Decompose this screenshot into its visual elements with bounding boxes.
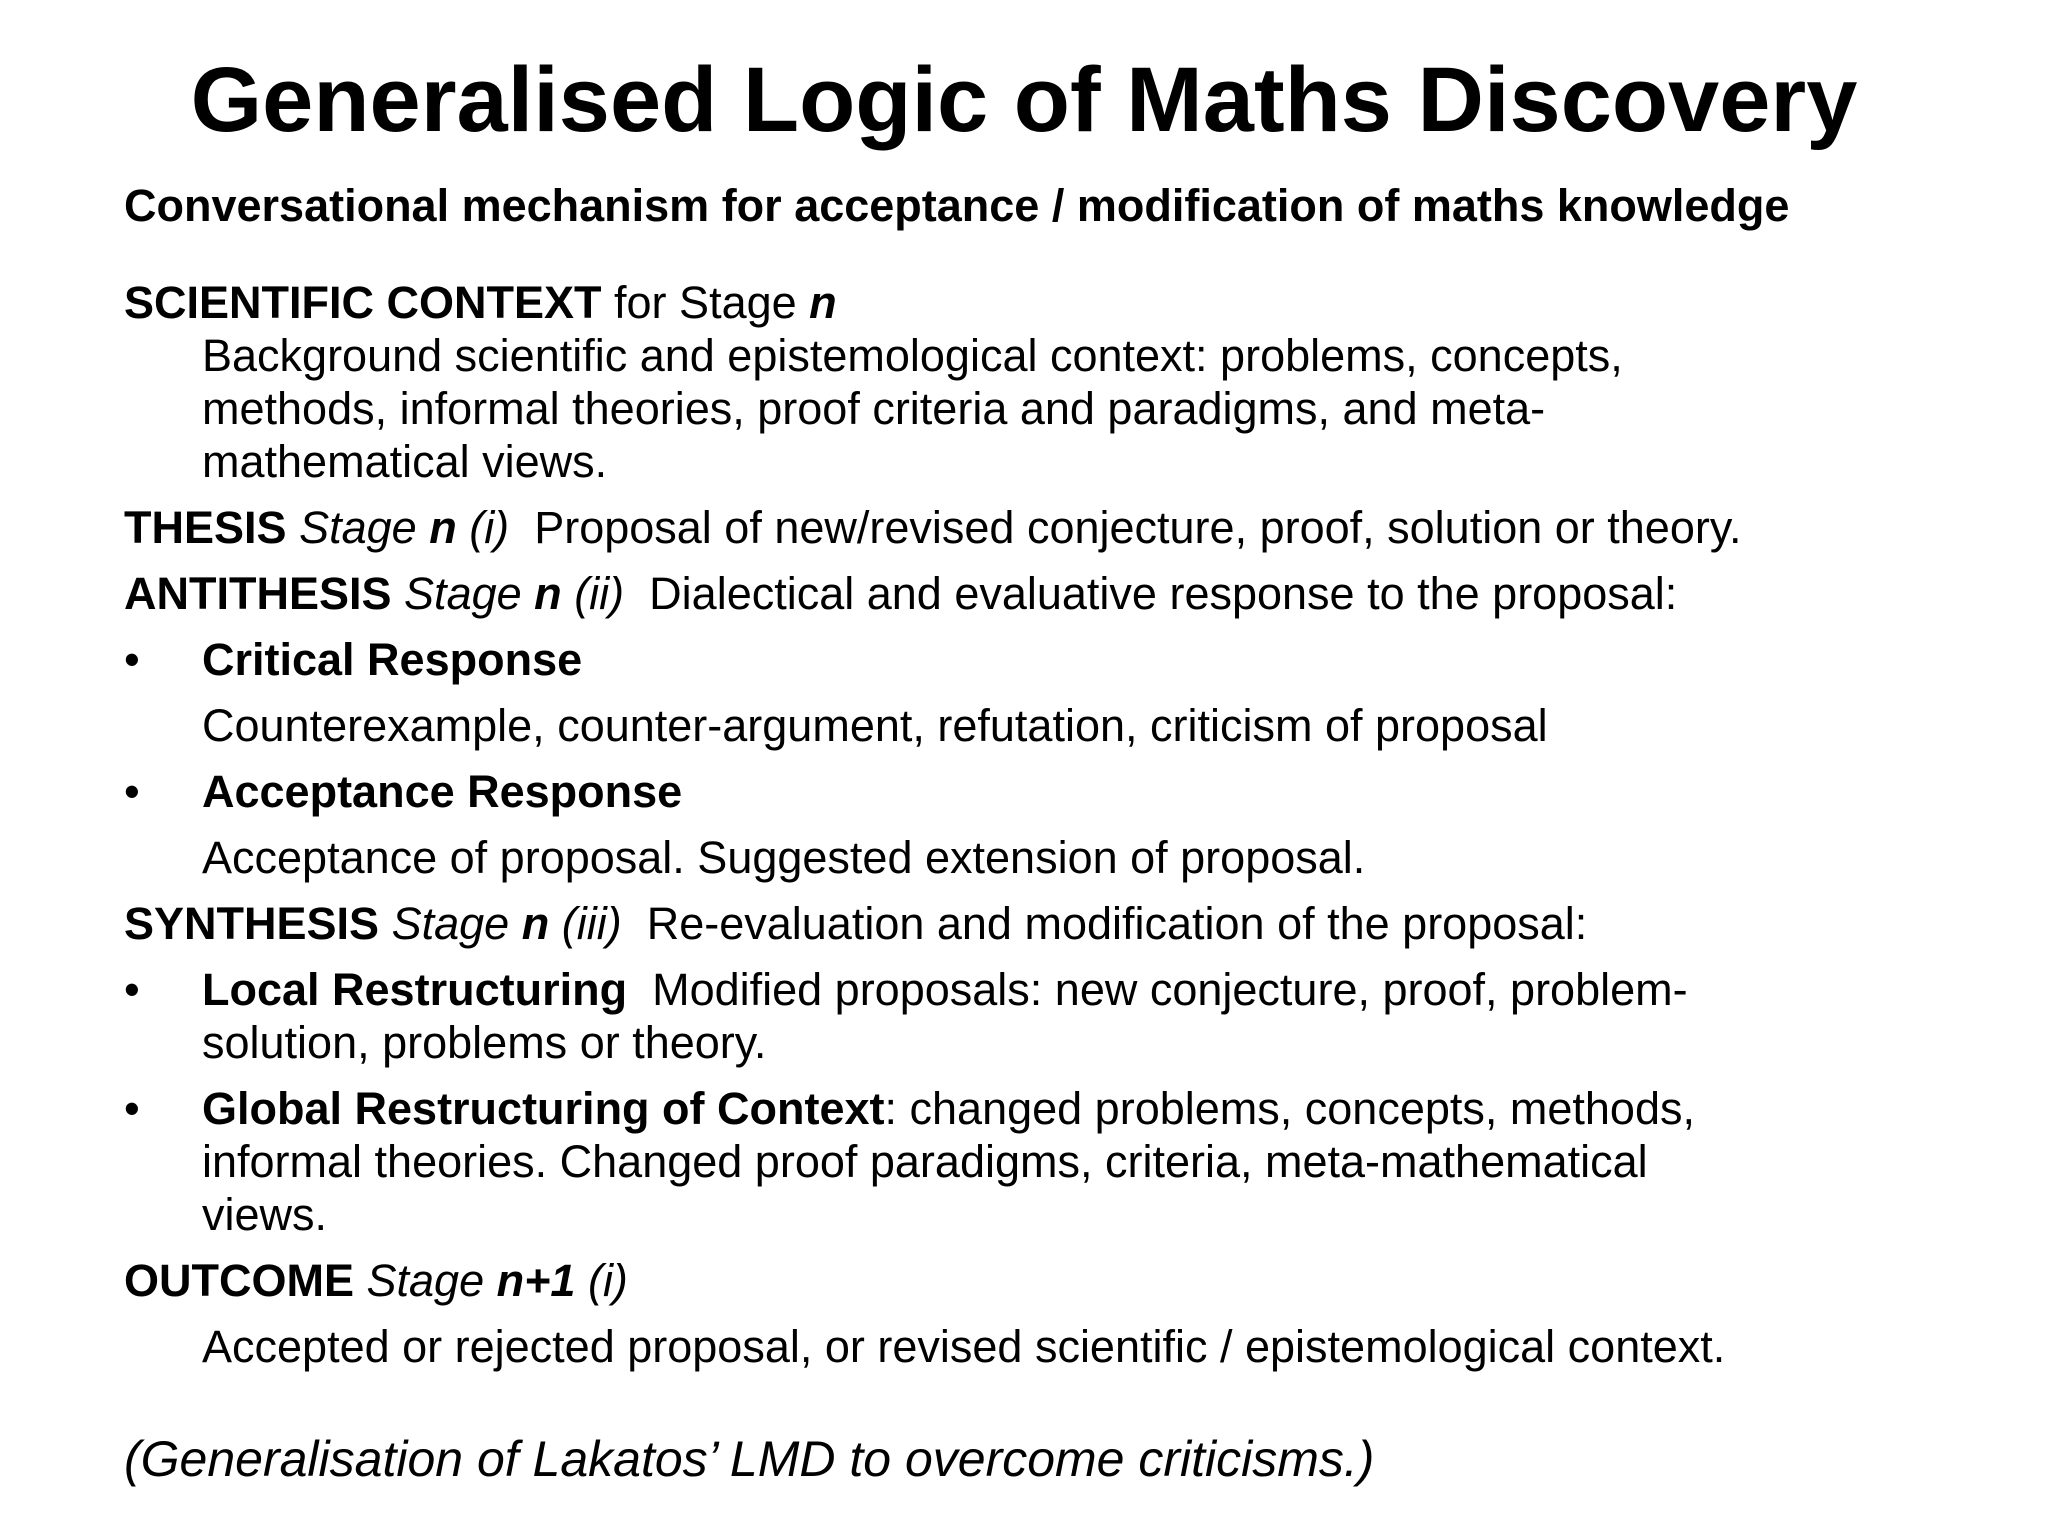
slide-subtitle: Conversational mechanism for acceptance / modification of maths knowledge [124,180,1790,231]
context-line: methods, informal theories, proof criteria and paradigms, and meta- [202,383,1546,434]
list-item [124,1082,1964,1241]
bullet-line [202,1082,1964,1135]
bullet-marker: • [124,766,140,817]
context-for-stage: for Stage [614,277,797,328]
thesis-line [124,501,1964,554]
thesis-stage-num: (i) [469,502,510,553]
antithesis-stage-var: n [534,568,562,619]
thesis-stage-word: Stage [299,502,417,553]
context-line: mathematical views. [202,436,608,487]
bullet-description: Acceptance of proposal. Suggested extension of proposal. [202,832,1366,883]
context-line: Background scientific and epistemological context: problems, concepts, [202,330,1623,381]
bullet-marker: • [124,1083,140,1134]
synthesis-stage-num: (iii) [561,898,622,949]
bullet-description: Counterexample, counter-argument, refutation, criticism of proposal [202,700,1548,751]
slide-title: Generalised Logic of Maths Discovery [190,49,1858,151]
bullet-text: : changed problems, concepts, methods, [884,1083,1695,1134]
synthesis-heading: SYNTHESIS [124,898,380,949]
bullet-label: Global Restructuring of Context [202,1083,885,1134]
synthesis-text: Re-evaluation and modification of the proposal: [646,898,1588,949]
bullet-line: informal theories. Changed proof paradigms, criteria, meta-mathematical [202,1136,1648,1187]
synthesis-line [124,897,1964,950]
antithesis-text: Dialectical and evaluative response to the proposal: [649,568,1678,619]
thesis-text: Proposal of new/revised conjecture, proof, solution or theory. [534,502,1742,553]
context-stage-var: n [809,277,837,328]
outcome-text: Accepted or rejected proposal, or revised scientific / epistemological context. [202,1321,1726,1372]
bullet-marker: • [124,634,140,685]
antithesis-stage-word: Stage [404,568,522,619]
antithesis-stage-num: (ii) [574,568,625,619]
outcome-stage-num: (i) [587,1255,628,1306]
context-heading-line [124,276,1964,329]
bullet-marker: • [124,964,140,1015]
antithesis-heading: ANTITHESIS [124,568,392,619]
synthesis-stage-word: Stage [391,898,510,949]
synthesis-stage-var: n [521,898,550,949]
list-item [124,963,1964,1069]
context-heading: SCIENTIFIC CONTEXT [124,277,602,328]
outcome-stage-var: n+1 [496,1255,576,1306]
antithesis-line [124,567,1964,620]
bullet-label: Local Restructuring [202,964,628,1015]
outcome-line [124,1254,1964,1307]
bullet-line: views. [202,1189,328,1240]
bullet-line [202,963,1964,1016]
bullet-line: solution, problems or theory. [202,1017,767,1068]
thesis-heading: THESIS [124,502,287,553]
context-description [124,329,1964,488]
bullet-text: Modified proposals: new conjecture, proof, problem- [652,964,1688,1015]
outcome-stage-word: Stage [366,1255,485,1306]
bullet-label: Acceptance Response [202,766,683,817]
thesis-stage-var: n [429,502,457,553]
list-item [124,765,1964,818]
slide-footer-note: (Generalisation of Lakatos’ LMD to overcome criticisms.) [124,1431,1375,1487]
slide-body [124,276,1964,1373]
outcome-heading: OUTCOME [124,1255,354,1306]
bullet-label: Critical Response [202,634,583,685]
list-item [124,633,1964,686]
